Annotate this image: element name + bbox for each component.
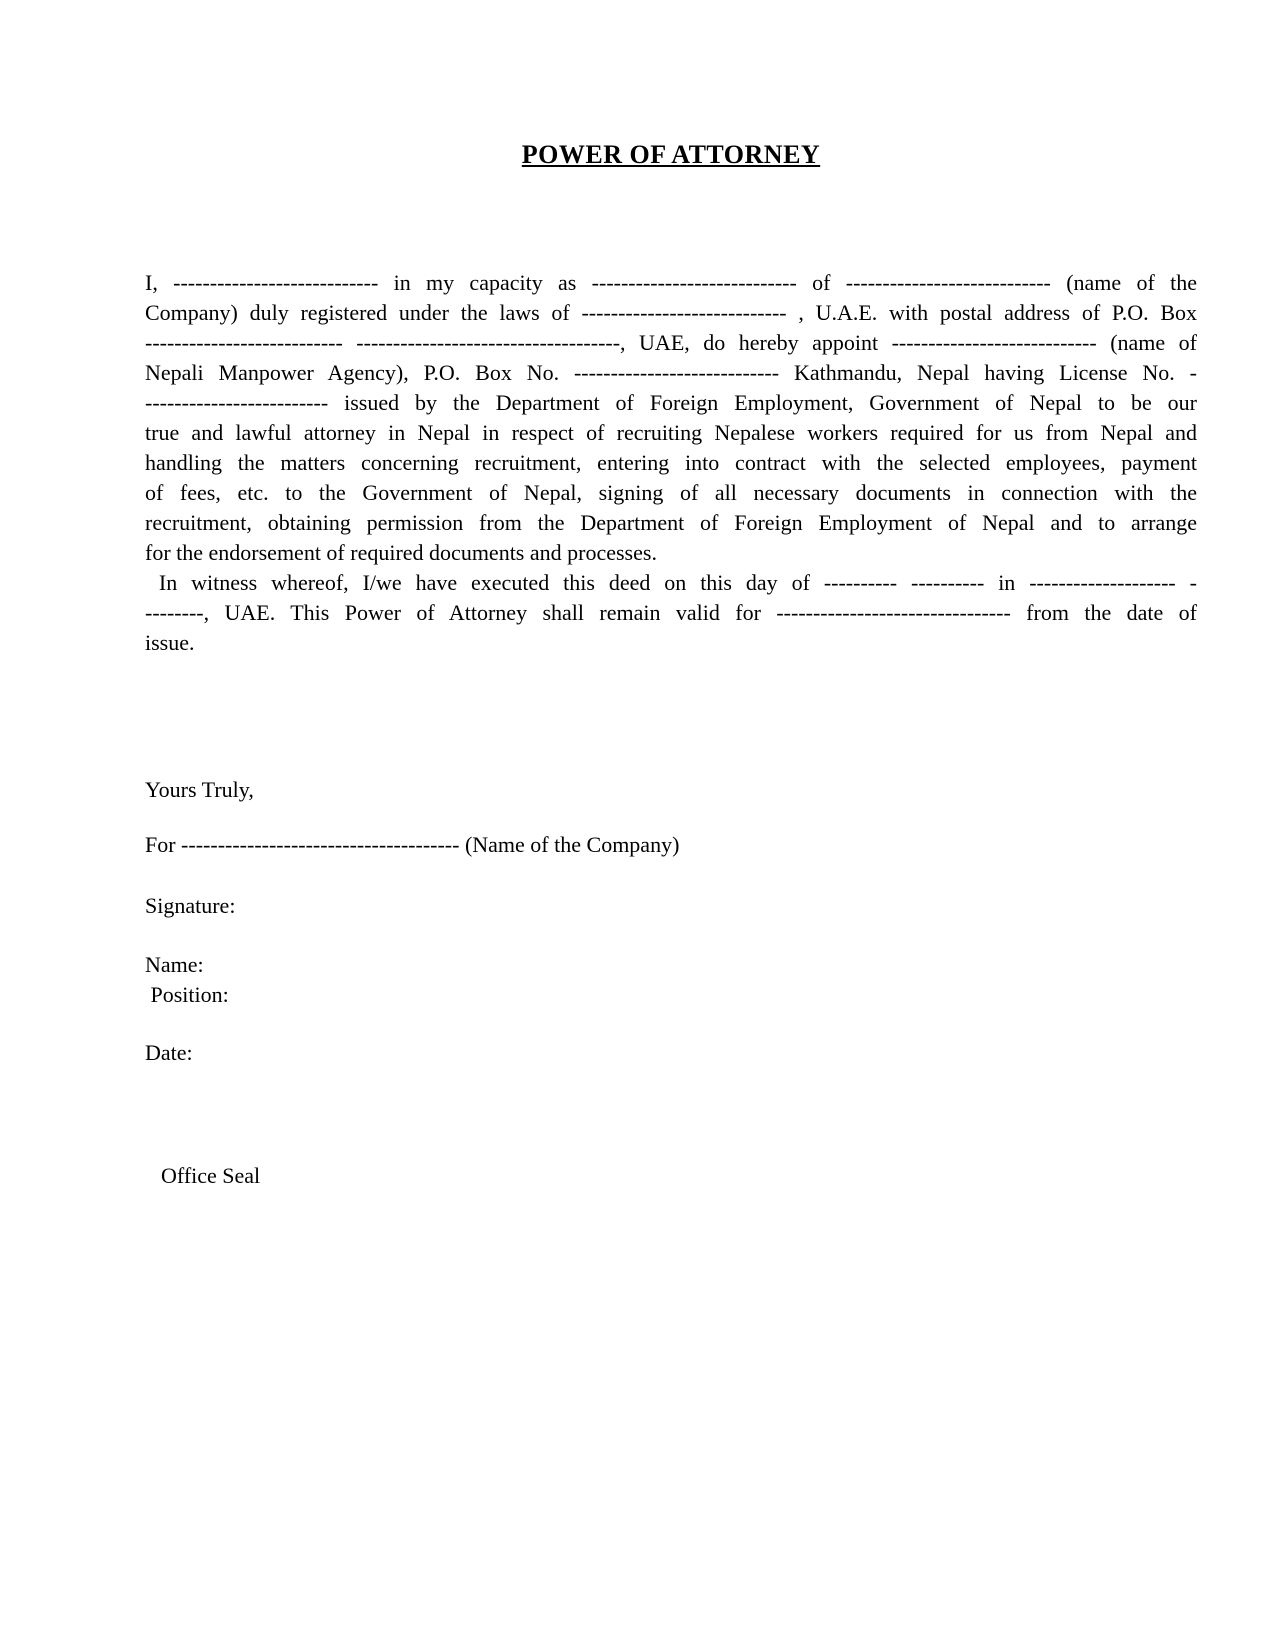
body-line: Company) duly registered under the laws of ---------------------------- , U.A.E. with postal address of P.O. Box [145,300,1197,325]
body-line: Nepali Manpower Agency), P.O. Box No. ---------------------------- Kathmandu, Nepal having License No. - [145,360,1197,385]
body-paragraph [145,268,1197,658]
body-line: true and lawful attorney in Nepal in respect of recruiting Nepalese workers required for us from Nepal and [145,420,1197,445]
body-line: --------, UAE. This Power of Attorney shall remain valid for -------------------------------- from the date of [145,600,1197,625]
page-title: POWER OF ATTORNEY [521,140,821,169]
closing-for-company-line: For -------------------------------------- (Name of the Company) [145,832,680,857]
position-label: Position: [145,982,229,1007]
body-line: recruitment, obtaining permission from the Department of Foreign Employment of Nepal and to arrange [145,510,1197,535]
body-line: In witness whereof, I/we have executed this deed on this day of ---------- ---------- in -------------------- - [145,570,1197,595]
date-label: Date: [145,1040,193,1065]
body-line: --------------------------- ------------------------------------, UAE, do hereby appoint ---------------------------- (name of [145,330,1197,355]
body-line: for the endorsement of required documents and processes. [145,540,657,565]
body-line: of fees, etc. to the Government of Nepal, signing of all necessary documents in connection with the [145,480,1197,505]
body-line: I, ---------------------------- in my capacity as ---------------------------- of ---------------------------- (name of the [145,270,1197,295]
body-line: ------------------------- issued by the Department of Foreign Employment, Government of Nepal to be our [145,390,1197,415]
closing-yours-truly: Yours Truly, [145,777,254,802]
document-content [145,138,1197,1191]
body-line: handling the matters concerning recruitment, entering into contract with the selected employees, payment [145,450,1197,475]
body-line: issue. [145,630,195,655]
office-seal-label: Office Seal [161,1163,261,1188]
name-label: Name: [145,952,204,977]
signature-label: Signature: [145,893,236,918]
